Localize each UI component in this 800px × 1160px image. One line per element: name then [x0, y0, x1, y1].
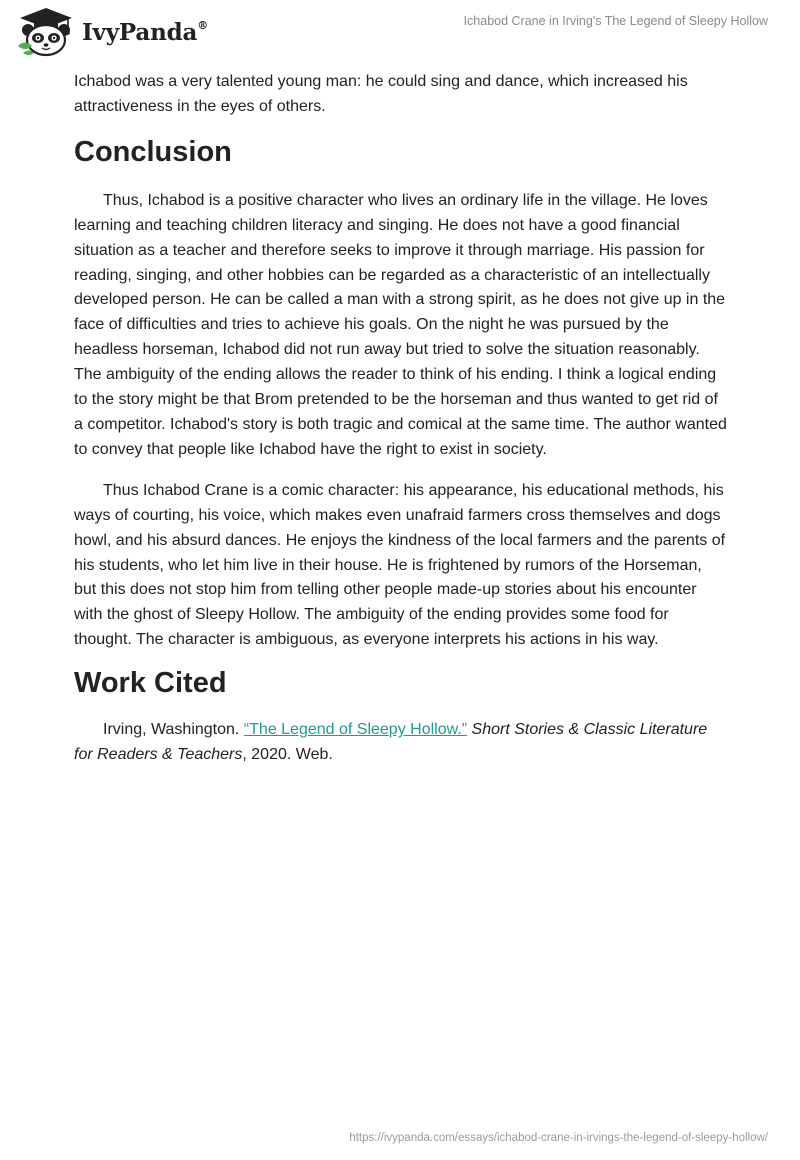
conclusion-heading: Conclusion: [74, 135, 232, 168]
work-cited-heading: Work Cited: [74, 667, 227, 700]
citation-entry: [74, 718, 728, 768]
essay-content: [74, 70, 728, 768]
citation-source: Short Stories & Classic Literature for Readers & Teachers: [74, 721, 708, 764]
conclusion-paragraph-2: Thus Ichabod Crane is a comic character: his appearance, his educational methods, his ways of courting, his voice, which makes even unafraid farmers cross themselves and dogs howl, and his absurd dances. He enjoys the kindness of the local farmers and the parents of his students, who let him live in their house. He is frightened by rumors of the Horseman, but this does not stop him from telling other people made-up stories about his encounter with the ghost of Sleepy Hollow. The ambiguity of the ending provides some food for thought. The character is ambiguous, as everyone interprets his actions in his way.: [74, 481, 726, 649]
footer-url[interactable]: https://ivypanda.com/essays/ichabod-crane-in-irvings-the-legend-of-sleepy-hollow/: [349, 1132, 768, 1144]
citation-author: Irving, Washington.: [103, 721, 244, 739]
intro-paragraph: Ichabod was a very talented young man: he could sing and dance, which increased his attractiveness in the eyes of others.: [74, 73, 688, 115]
conclusion-paragraph-1: Thus, Ichabod is a positive character who lives an ordinary life in the village. He loves learning and teaching children literacy and singing. He does not have a good financial situation as a teacher and therefore seeks to improve it through marriage. His passion for reading, singing, and other hobbies can be regarded as a characteristic of an intellectually developed person. He can be called a man with a strong spirit, as he does not give up in the face of difficulties and tries to achieve his goals. On the night he was pursued by the headless horseman, Ichabod did not run away but tried to solve the situation reasonably. The ambiguity of the ending allows the reader to think of his ending. I think a logical ending to the story might be that Brom pretended to be the horseman and thus wanted to get rid of a competitor. Ichabod's story is both tragic and comical at the same time. The author wanted to convey that people like Ichabod have the right to exist in society.: [74, 191, 727, 458]
running-title: Ichabod Crane in Irving's The Legend of Sleepy Hollow: [463, 14, 768, 28]
citation-details: , 2020. Web.: [242, 746, 333, 764]
ivypanda-logo[interactable]: [14, 6, 208, 58]
citation-title-link[interactable]: “The Legend of Sleepy Hollow.”: [243, 721, 468, 739]
brand-name: IvyPanda®: [82, 18, 208, 46]
registered-mark: ®: [197, 18, 208, 32]
page-header: [0, 0, 800, 64]
panda-logo-icon: [14, 6, 78, 58]
